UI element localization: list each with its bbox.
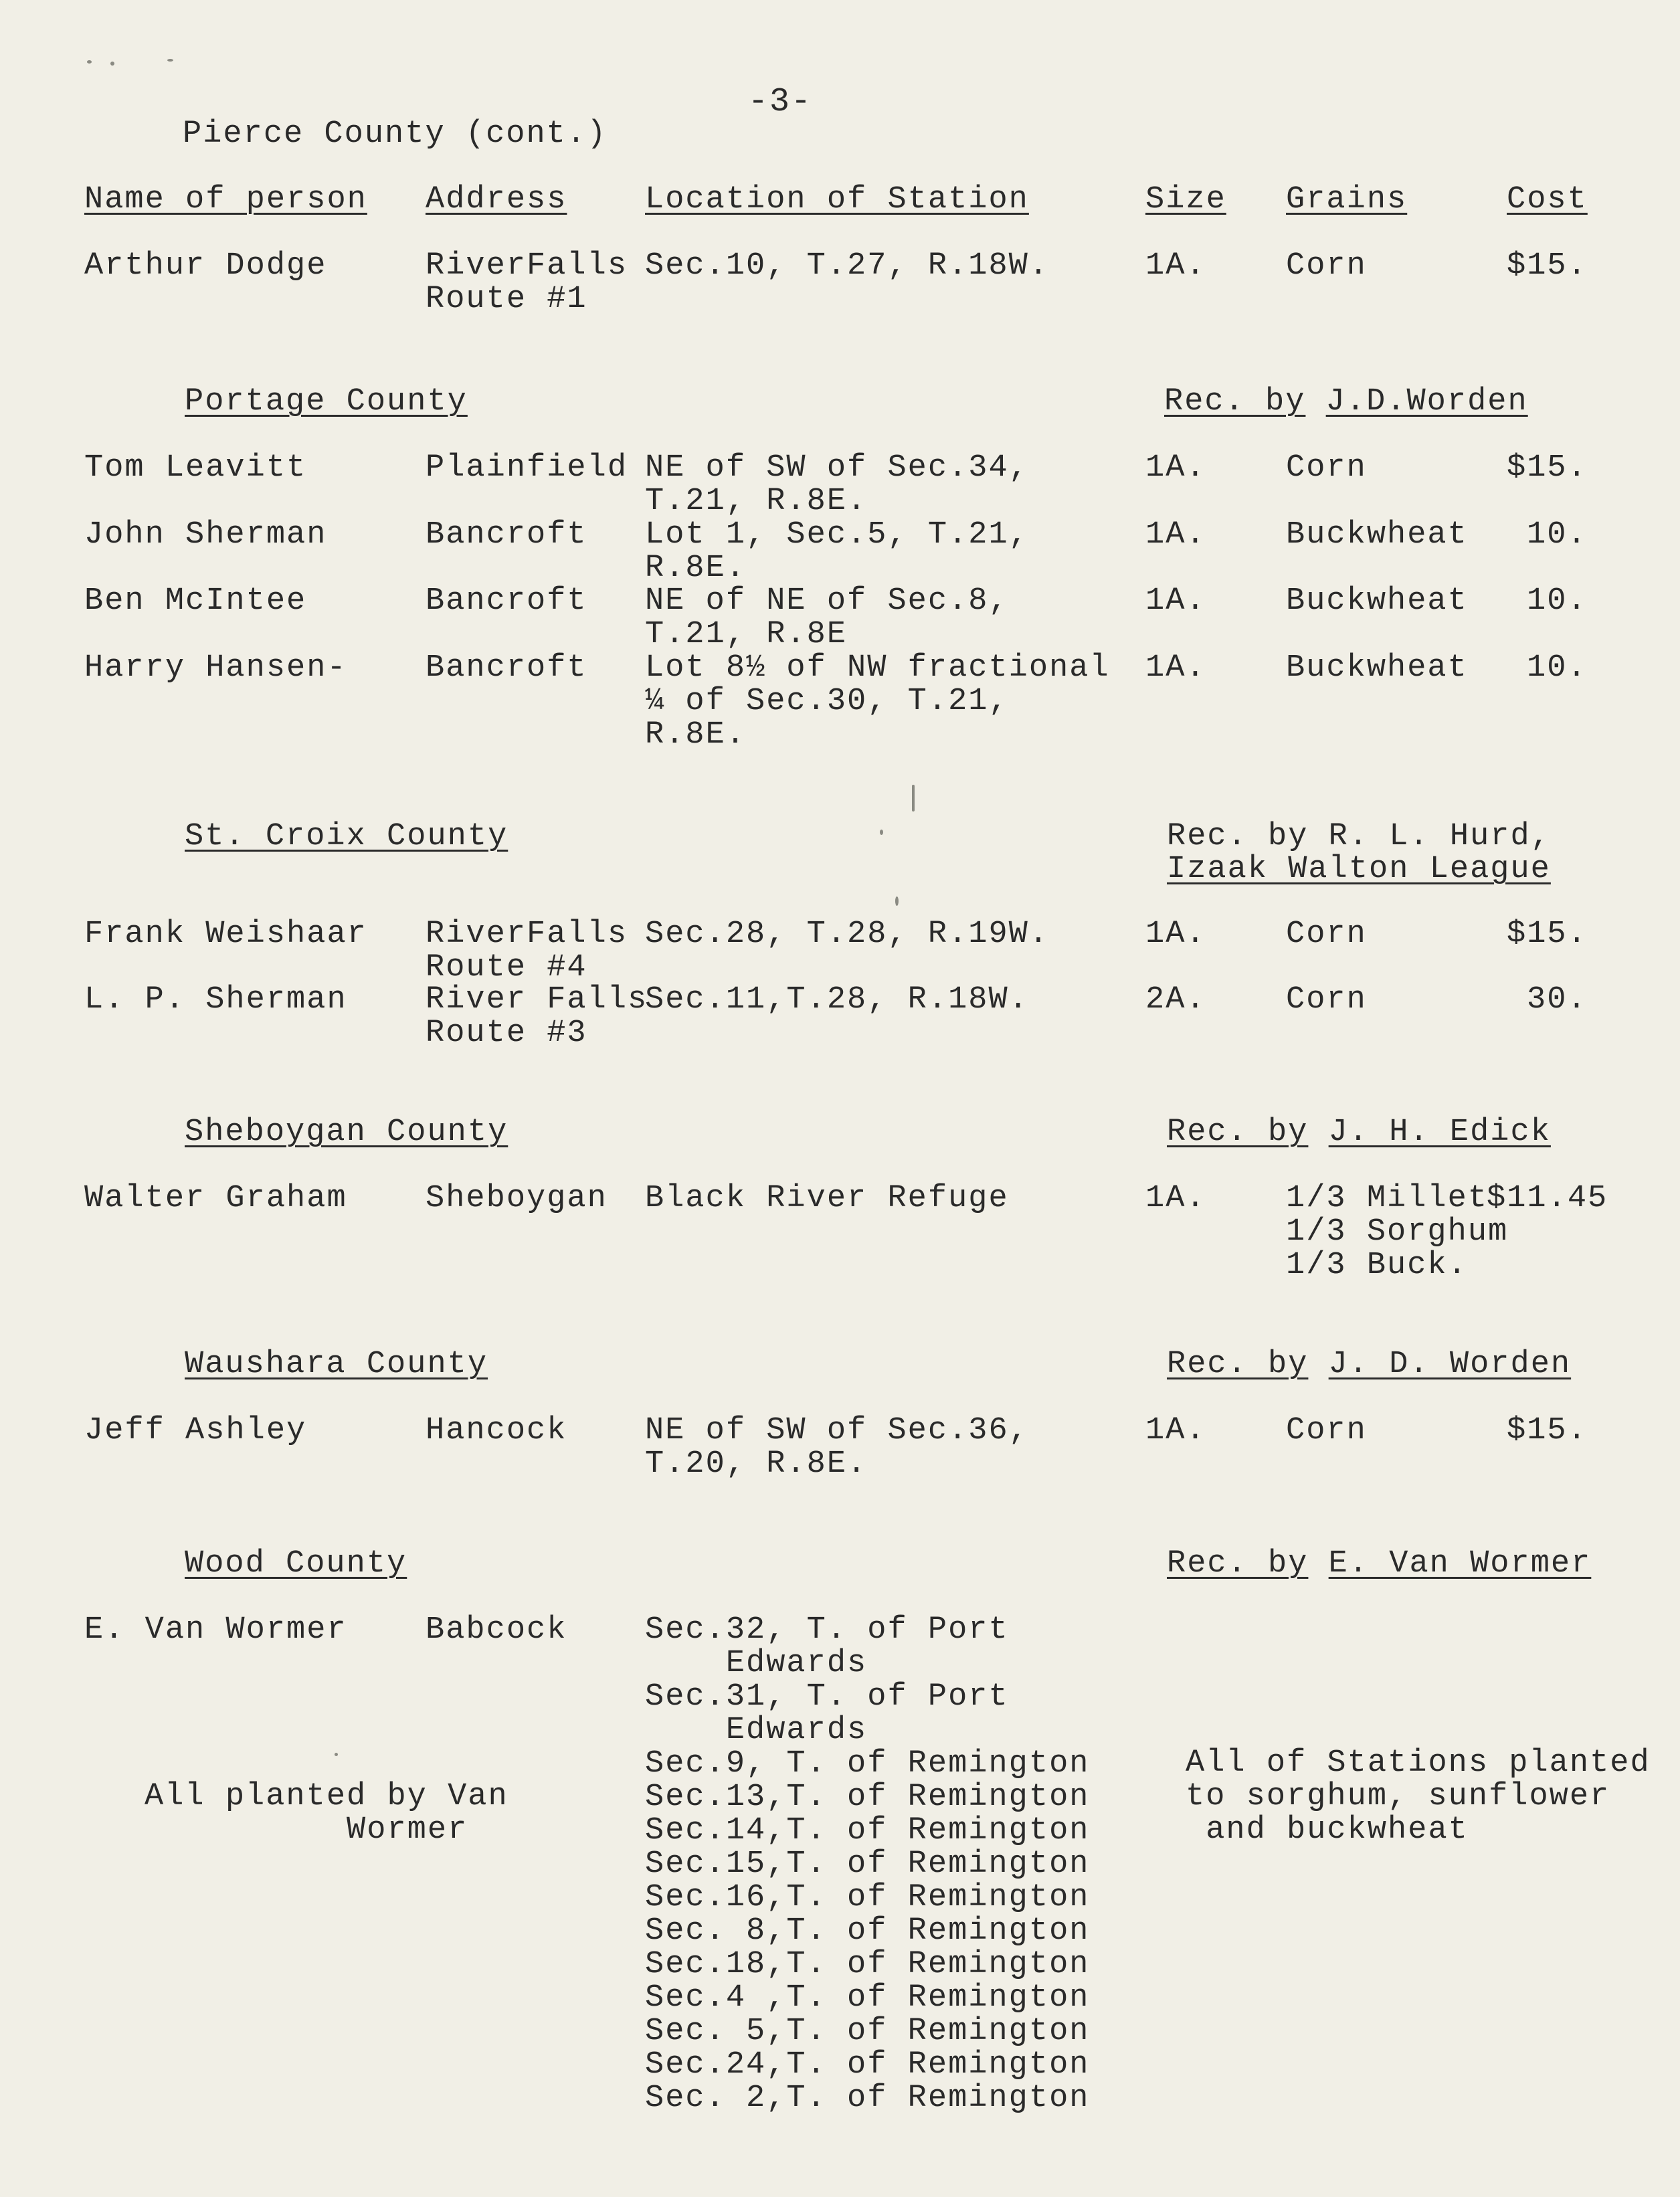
station-location: NE of NE of Sec.8, T.21, R.8E: [645, 583, 1009, 652]
planted-by-note: All planted by Van Wormer: [145, 1779, 508, 1848]
rec-prefix: Rec. by: [1167, 1546, 1309, 1582]
rec-prefix: Rec. by: [1167, 1115, 1309, 1150]
column-header-location: Location of Station: [645, 182, 1029, 217]
person-name: Arthur Dodge: [84, 248, 327, 284]
person-name: Walter Graham: [84, 1181, 347, 1216]
station-cost: 10.: [1527, 517, 1588, 553]
station-grains: Corn: [1286, 917, 1367, 952]
page-title: Pierce County (cont.): [183, 116, 608, 152]
person-address: Babcock: [426, 1612, 567, 1648]
person-name: John Sherman: [84, 517, 327, 553]
station-cost: 10.: [1527, 650, 1588, 686]
station-cost: 30.: [1527, 982, 1588, 1018]
person-name: L. P. Sherman: [84, 982, 347, 1018]
station-location: Sec.10, T.27, R.18W.: [645, 248, 1050, 284]
recorded-by-sheboygan: [1167, 1116, 1551, 1149]
paper-speck: [895, 896, 899, 906]
column-header-address: Address: [426, 182, 567, 217]
person-address: Plainfield: [426, 450, 628, 486]
station-grains: Buckwheat: [1286, 517, 1468, 553]
person-name: Ben McIntee: [84, 583, 307, 619]
column-header-size: Size: [1145, 182, 1226, 217]
station-size: 1A.: [1145, 917, 1206, 952]
person-address: RiverFalls Route #4: [426, 917, 628, 985]
station-cost: $15.: [1507, 248, 1588, 284]
recorded-by-portage: [1164, 385, 1528, 419]
person-address: Sheboygan: [426, 1181, 608, 1216]
recorded-by-waushara: [1167, 1348, 1571, 1381]
station-size: 1A.: [1145, 517, 1206, 553]
station-size: 1A.: [1145, 450, 1206, 486]
station-grains: Corn: [1286, 1413, 1367, 1448]
paper-speck: [880, 830, 883, 835]
station-cost: $11.45: [1487, 1181, 1608, 1216]
column-header-grains: Grains: [1286, 182, 1408, 217]
stations-planted-note: All of Stations planted to sorghum, sunflower and buckwheat: [1186, 1745, 1651, 1848]
paper-speck: [167, 59, 173, 62]
column-header-name: Name of person: [84, 182, 367, 217]
station-location-list: Sec.32, T. of Port Edwards Sec.31, T. of Port Edwards Sec.9, T. of Remington Sec.13,T. of Remington Sec.14,T. of Remington Sec.15,T. of Remington Sec.16,T. of Remington Sec. 8,T. of Remington Sec.18,T. of Remington Sec.4 ,T. of Remington Sec. 5,T. of Remington Sec.24,T. of Remington Sec. 2,T. of Remington: [645, 1612, 1090, 2116]
person-address: Bancroft: [426, 583, 587, 619]
paper-speck: [335, 1753, 338, 1756]
county-heading-wood: Wood County: [185, 1546, 407, 1582]
station-size: 1A.: [1145, 1181, 1206, 1216]
person-address: Bancroft: [426, 650, 587, 686]
station-location: Black River Refuge: [645, 1181, 1009, 1216]
station-size: 1A.: [1145, 650, 1206, 686]
station-size: 1A.: [1145, 1413, 1206, 1448]
recorded-by-stcroix: Rec. by R. L. Hurd,: [1167, 819, 1551, 854]
person-address: Hancock: [426, 1413, 567, 1448]
rec-name: J.D.Worden: [1325, 384, 1528, 419]
person-address: River Falls Route #3: [426, 982, 648, 1051]
paper-speck: [912, 785, 915, 811]
station-location: Lot 1, Sec.5, T.21, R.8E.: [645, 517, 1029, 586]
column-header-cost: Cost: [1507, 182, 1588, 217]
paper-speck: [110, 62, 114, 66]
station-size: 1A.: [1145, 583, 1206, 619]
recorded-by-wood: [1167, 1547, 1591, 1581]
station-size: 1A.: [1145, 248, 1206, 284]
station-location: NE of SW of Sec.36, T.20, R.8E.: [645, 1413, 1029, 1482]
person-name: Harry Hansen-: [84, 650, 347, 686]
station-location: NE of SW of Sec.34, T.21, R.8E.: [645, 450, 1029, 519]
person-address: RiverFalls Route #1: [426, 248, 628, 317]
person-name: Frank Weishaar: [84, 917, 367, 952]
station-grains: Corn: [1286, 450, 1367, 486]
paper-speck: [87, 60, 92, 64]
county-heading-waushara: Waushara County: [185, 1347, 488, 1382]
page-number: -3-: [748, 83, 813, 121]
rec-name: J. D. Worden: [1328, 1347, 1572, 1382]
station-grains: 1/3 Millet 1/3 Sorghum 1/3 Buck.: [1286, 1181, 1509, 1283]
station-location: Sec.28, T.28, R.19W.: [645, 917, 1050, 952]
county-heading-portage: Portage County: [185, 384, 468, 419]
county-heading-sheboygan: Sheboygan County: [185, 1115, 508, 1150]
person-name: Jeff Ashley: [84, 1413, 307, 1448]
person-name: Tom Leavitt: [84, 450, 307, 486]
person-address: Bancroft: [426, 517, 587, 553]
station-cost: $15.: [1507, 1413, 1588, 1448]
rec-prefix: Rec. by: [1164, 384, 1306, 419]
rec-prefix: Rec. by: [1167, 1347, 1309, 1382]
station-grains: Corn: [1286, 982, 1367, 1018]
station-grains: Buckwheat: [1286, 650, 1468, 686]
station-cost: $15.: [1507, 450, 1588, 486]
county-heading-stcroix: St. Croix County: [185, 819, 508, 854]
station-location: Lot 8½ of NW fractional ¼ of Sec.30, T.21, R.8E.: [645, 650, 1110, 753]
station-location: Sec.11,T.28, R.18W.: [645, 982, 1029, 1018]
rec-name: J. H. Edick: [1328, 1115, 1551, 1150]
station-grains: Buckwheat: [1286, 583, 1468, 619]
rec-name: E. Van Wormer: [1328, 1546, 1592, 1582]
recorded-by-stcroix-org: Izaak Walton League: [1167, 852, 1551, 887]
station-size: 2A.: [1145, 982, 1206, 1018]
person-name: E. Van Wormer: [84, 1612, 347, 1648]
station-cost: $15.: [1507, 917, 1588, 952]
station-cost: 10.: [1527, 583, 1588, 619]
station-grains: Corn: [1286, 248, 1367, 284]
